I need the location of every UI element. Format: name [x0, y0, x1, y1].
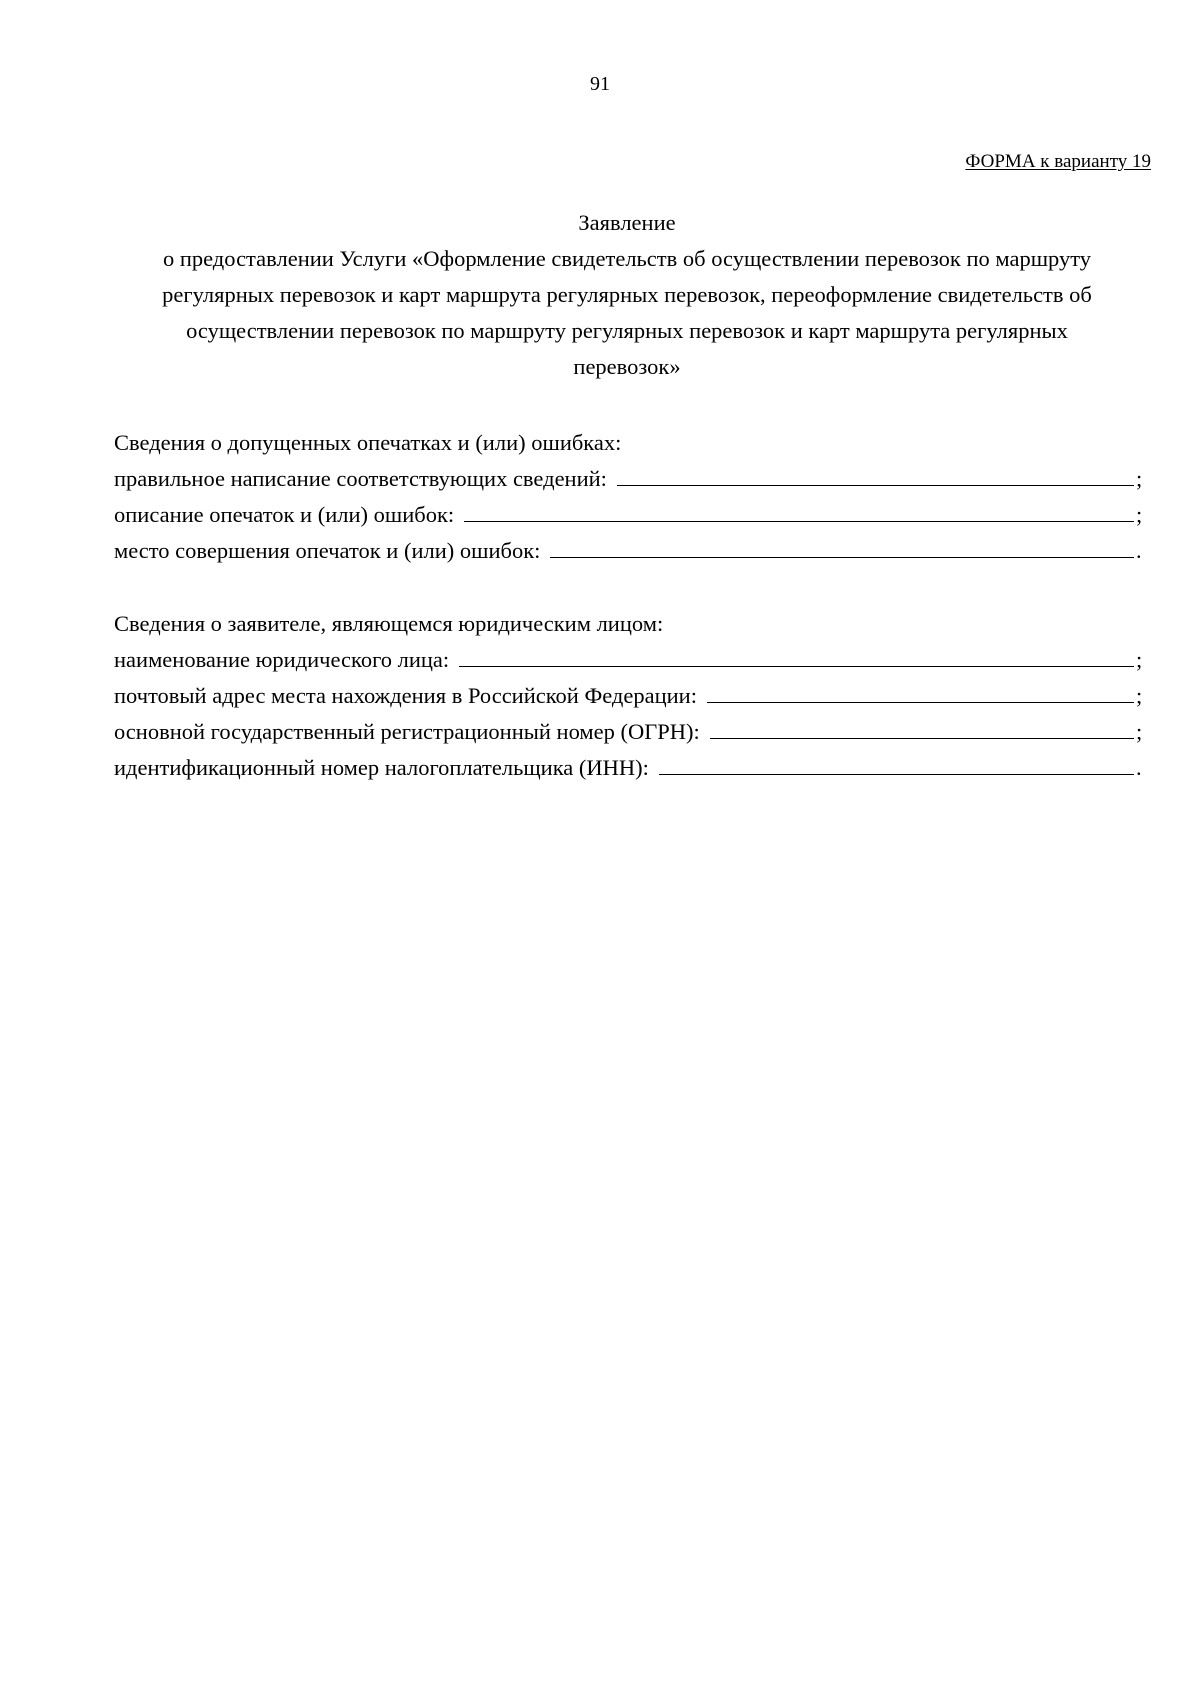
error-description-input-line[interactable]: [464, 499, 1134, 522]
field-terminator: .: [1136, 538, 1142, 563]
error-description-field: [114, 497, 1144, 533]
field-terminator: ;: [1136, 719, 1143, 744]
legal-entity-name-field: [114, 642, 1144, 678]
postal-address-input-line[interactable]: [707, 680, 1134, 703]
error-location-field: [114, 533, 1144, 569]
correct-spelling-input-line[interactable]: [617, 463, 1134, 486]
applicant-section: [114, 606, 1144, 786]
field-terminator: .: [1136, 755, 1142, 780]
legal-entity-name-input-line[interactable]: [459, 644, 1134, 667]
field-terminator: ;: [1136, 502, 1143, 527]
title-line: о предоставлении Услуги «Оформление свидетельств об осуществлении перевозок по маршруту: [162, 246, 1092, 271]
postal-address-field: [114, 678, 1144, 714]
field-terminator: ;: [1136, 466, 1143, 491]
applicant-section-heading: Сведения о заявителе, являющемся юридическим лицом:: [114, 611, 664, 636]
field-terminator: ;: [1136, 647, 1143, 672]
title-line: регулярных перевозок и карт маршрута регулярных перевозок, переоформление свидетельств об: [162, 282, 1092, 307]
ogrn-input-line[interactable]: [710, 716, 1134, 739]
field-label: основной государственный регистрационный номер (ОГРН):: [114, 719, 700, 744]
title-line: осуществлении перевозок по маршруту регулярных перевозок и карт маршрута регулярных: [186, 318, 1068, 343]
error-location-input-line[interactable]: [550, 535, 1134, 558]
field-label: правильное написание соответствующих сведений:: [114, 466, 607, 491]
errors-section: [114, 425, 1144, 569]
ogrn-field: [114, 714, 1144, 750]
field-terminator: ;: [1136, 683, 1143, 708]
form-reference: ФОРМА к варианту 19: [965, 151, 1151, 172]
title-line: перевозок»: [573, 354, 681, 379]
inn-field: [114, 750, 1144, 786]
errors-section-heading: Сведения о допущенных опечатках и (или) ошибках:: [114, 430, 622, 455]
title-heading: Заявление: [578, 210, 676, 235]
field-label: идентификационный номер налогоплательщика (ИНН):: [114, 755, 649, 780]
field-label: место совершения опечаток и (или) ошибок:: [114, 538, 541, 563]
document-title: [114, 205, 1140, 385]
page-number: 91: [590, 73, 610, 95]
field-label: описание опечаток и (или) ошибок:: [114, 502, 455, 527]
field-label: наименование юридического лица:: [114, 647, 450, 672]
inn-input-line[interactable]: [659, 752, 1134, 775]
field-label: почтовый адрес места нахождения в Российской Федерации:: [114, 683, 697, 708]
correct-spelling-field: [114, 461, 1144, 497]
